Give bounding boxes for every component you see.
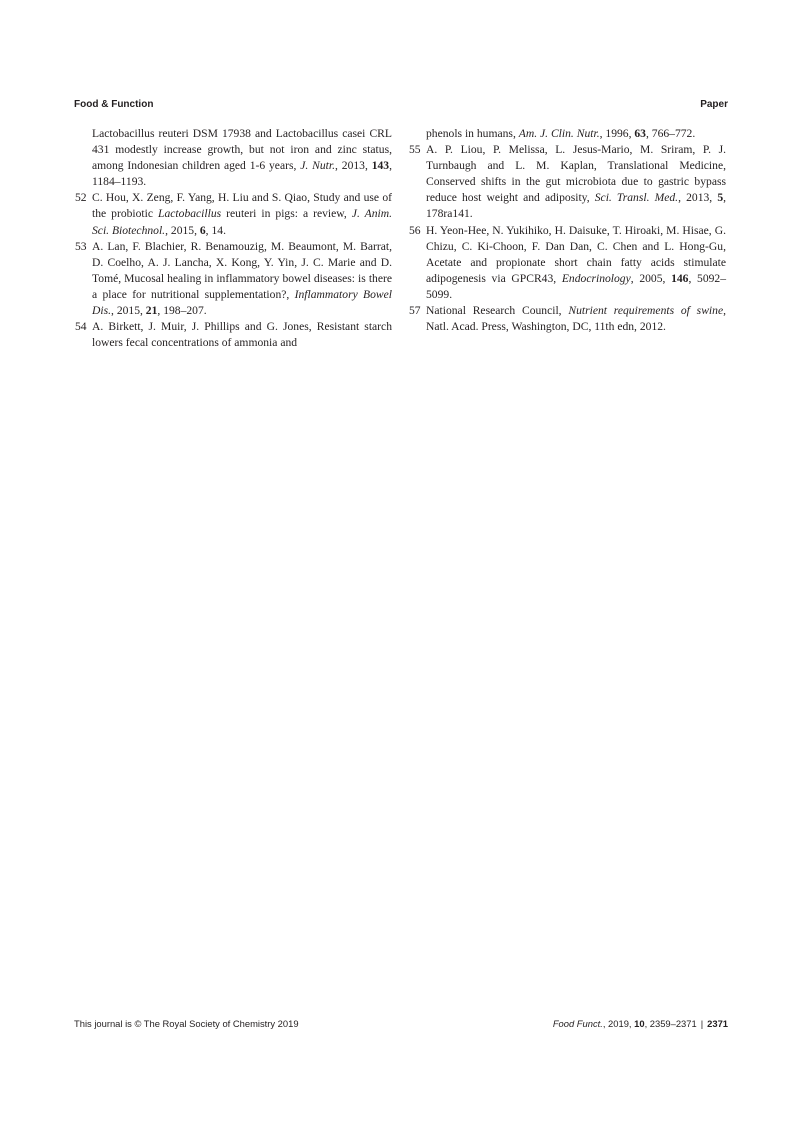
reference-segment: , 5092–5099.: [426, 271, 727, 301]
references-column-left: [76, 126, 392, 351]
reference-segment: Endocrinology: [561, 271, 631, 285]
footer-volume: 10: [634, 1018, 645, 1029]
reference-segment: A. Lan, F. Blachier, R. Benamouzig, M. Beaumont, M. Barrat, D. Coelho, A. J. Lancha, X. Kong, Y. Yin, J. C. Marie and D. Tomé, Mucosal healing in inflammatory bowel diseases: is there a place for nutritional supplementation?,: [92, 239, 392, 301]
running-header-journal: Food & Function: [74, 99, 154, 110]
references-column-right: [410, 126, 726, 335]
reference-segment: J. Nutr.: [300, 159, 336, 173]
reference-number: 54: [75, 320, 87, 334]
reference-entry: [76, 319, 392, 351]
reference-number: 52: [75, 191, 87, 205]
reference-segment: 21: [145, 304, 158, 318]
reference-segment: A. Birkett, J. Muir, J. Phillips and G. Jones, Resistant starch lowers fecal concentrations of ammonia and: [92, 320, 392, 350]
reference-entry: [76, 239, 392, 319]
reference-segment: Am. J. Clin. Nutr.: [518, 127, 600, 140]
reference-text: [92, 191, 392, 236]
reference-segment: National Research Council,: [426, 304, 569, 318]
reference-entry: [410, 126, 726, 142]
reference-segment: phenols in humans,: [426, 127, 519, 140]
reference-segment: A. P. Liou, P. Melissa, L. Jesus-Mario, M. Sriram, P. J. Turnbaugh and L. M. Kaplan, Translational Medicine, Conserved shifts in the gut microbiota due to gastric bypass reduce host weight and adiposity,: [426, 143, 726, 205]
reference-segment: , 14.: [205, 223, 226, 237]
reference-text: [92, 320, 392, 349]
reference-segment: 143: [371, 159, 390, 173]
reference-segment: , 178ra141.: [426, 191, 727, 221]
reference-number: 53: [75, 239, 87, 253]
reference-segment: Nutrient requirements of swine: [568, 304, 724, 318]
page-number: 2371: [707, 1018, 728, 1029]
footer-year: , 2019,: [602, 1018, 635, 1029]
reference-segment: 146: [671, 271, 689, 285]
reference-segment: , 1184–1193.: [92, 159, 392, 189]
reference-segment: , 766–772.: [645, 127, 696, 140]
reference-segment: Lactobacillus: [158, 207, 222, 221]
reference-segment: , 2015,: [111, 304, 146, 318]
reference-segment: J. Anim. Sci. Biotechnol.: [92, 207, 393, 237]
reference-text: [426, 127, 695, 140]
reference-segment: , 2013,: [335, 159, 372, 173]
reference-segment: reuteri in pigs: a review,: [221, 207, 352, 221]
footer-pages: , 2359–2371: [644, 1018, 697, 1029]
running-header-section: Paper: [700, 99, 728, 110]
reference-entry: [76, 126, 392, 190]
reference-segment: Sci. Transl. Med.: [594, 191, 679, 205]
reference-segment: , 198–207.: [157, 304, 207, 318]
footer-citation: [553, 1018, 728, 1029]
reference-entry: [76, 190, 392, 238]
reference-segment: C. Hou, X. Zeng, F. Yang, H. Liu and S. Qiao, Study and use of the probiotic: [92, 191, 392, 221]
reference-segment: , 2005,: [630, 271, 672, 285]
footer-journal-abbr: Food Funct.: [552, 1018, 603, 1029]
reference-text: [426, 143, 726, 220]
reference-entry: [410, 303, 726, 335]
reference-number: 57: [409, 304, 421, 318]
reference-segment: , 2013,: [678, 191, 718, 205]
reference-segment: H. Yeon-Hee, N. Yukihiko, H. Daisuke, T. Hiroaki, M. Hisae, G. Chizu, C. Ki-Choon, F. Dan Dan, C. Chen and L. Hong-Gu, Acetate and propionate short chain fatty acids stimulate adipogenesis via GPCR43,: [426, 223, 726, 285]
footer-separator: |: [700, 1018, 704, 1029]
reference-segment: 6: [199, 223, 206, 237]
reference-segment: Lactobacillus reuteri DSM 17938 and Lactobacillus casei CRL 431 modestly increase growth, but not iron and zinc status, among Indonesian children aged 1-6 years,: [92, 127, 392, 173]
reference-segment: , 1996,: [599, 127, 635, 140]
reference-text: [92, 127, 392, 188]
reference-text: [92, 240, 392, 317]
reference-segment: , Natl. Acad. Press, Washington, DC, 11th edn, 2012.: [426, 304, 726, 334]
reference-text: [426, 224, 726, 301]
reference-entry: [410, 142, 726, 222]
reference-number: 55: [409, 143, 421, 157]
reference-segment: 63: [634, 127, 646, 140]
reference-segment: , 2015,: [165, 223, 200, 237]
reference-segment: Inflammatory Bowel Dis.: [92, 287, 393, 318]
reference-number: 56: [409, 223, 421, 237]
reference-segment: 5: [717, 191, 724, 205]
reference-entry: [410, 223, 726, 303]
footer-copyright: This journal is © The Royal Society of Chemistry 2019: [74, 1018, 299, 1029]
reference-text: [426, 304, 726, 333]
